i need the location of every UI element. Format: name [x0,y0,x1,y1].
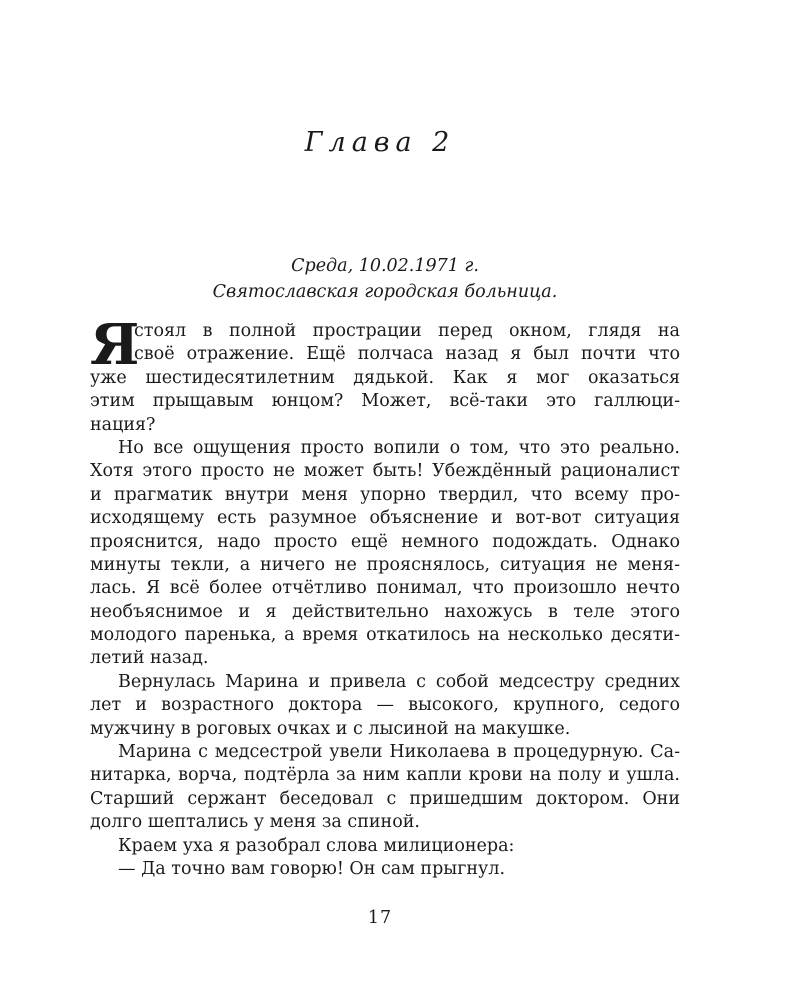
text-line: Хотя этого просто не может быть! Убеждённый рационалист [90,461,680,482]
text-line: нация? [90,414,156,435]
text-line: лет и возрастного доктора — высокого, крупного, седого [90,695,680,716]
text-line: необъяснимое и я действительно нахожусь в теле этого [90,601,680,622]
page-number: 17 [367,908,393,928]
text-line: Вернулась Марина и привела с собой медсестру средних [118,671,680,692]
text-line: Краем уха я разобрал слова милиционера: [118,835,515,856]
text-line: и прагматик внутри меня упорно твердил, что всему про- [90,484,680,505]
text-line: долго шептались у меня за спиной. [90,812,420,833]
text-line: мужчину в роговых очках и с лысиной на макушке. [90,718,571,739]
text-line: минуты текли, а ничего не прояснялось, ситуация не меня- [90,554,680,575]
text-line: молодого паренька, а время откатилось на несколько десяти- [90,625,680,646]
drop-cap: Я [90,312,140,378]
text-line: своё отражение. Ещё полчаса назад я был почти что [134,344,680,365]
text-line: Но все ощущения просто вопили о том, что это реально. [118,437,680,458]
text-line: уже шестидесятилетним дядькой. Как я мог оказаться [90,367,680,388]
text-line: стоял в полной прострации перед окном, глядя на [134,321,680,341]
dateline-place: Святославская городская больница. [212,282,558,302]
text-line: нитарка, ворча, подтёрла за ним капли крови на полу и ушла. [90,765,680,786]
text-line: Марина с медсестрой увели Николаева в процедурную. Са- [118,742,680,763]
dateline [90,253,680,305]
text-line: летий назад. [90,648,209,669]
text-line: Старший сержант беседовал с пришедшим доктором. Они [90,788,680,809]
chapter-title: Глава 2 [304,127,456,158]
text-line: лась. Я всё более отчётливо понимал, что произошло нечто [90,578,680,599]
body-text [90,312,680,881]
text-line: исходящему есть разумное объяснение и вот-вот ситуация [90,508,680,529]
text-line: прояснится, надо просто ещё немного подождать. Однако [90,531,680,552]
dialogue-line: — Да точно вам говорю! Он сам прыгнул. [118,858,506,879]
dateline-date: Среда, 10.02.1971 г. [291,256,479,276]
text-line: этим прыщавым юнцом? Может, всё-таки это галлюци- [90,391,680,412]
